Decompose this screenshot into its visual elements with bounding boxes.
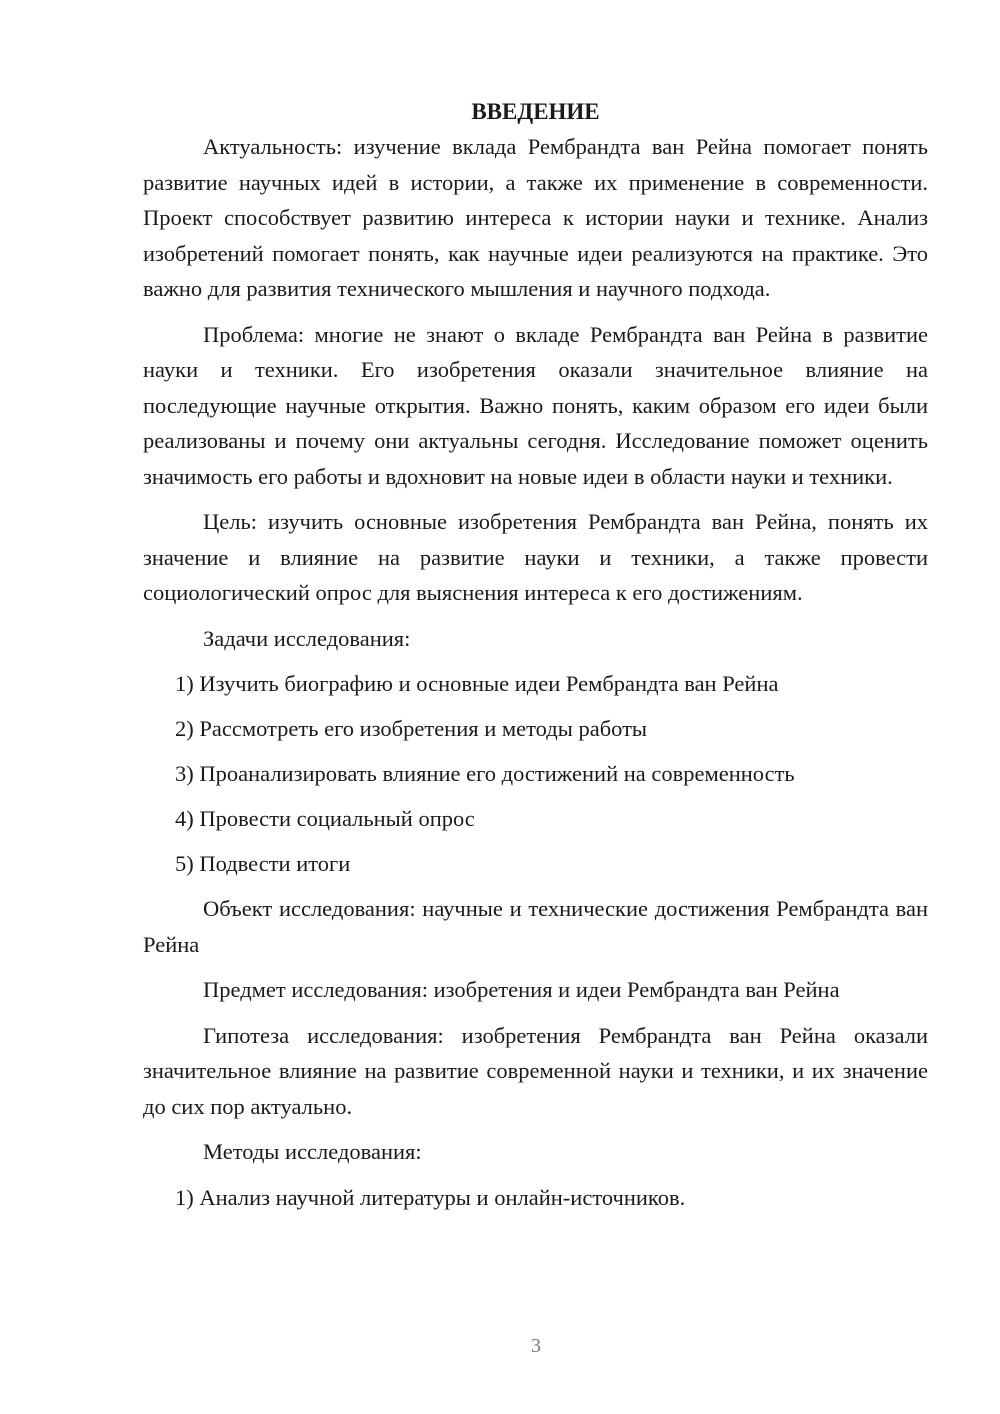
list-item: 4) Провести социальный опрос <box>175 806 475 831</box>
problem-paragraph: Проблема: многие не знают о вкладе Рембрандта ван Рейна в развитие науки и техники. Его изобретения оказали значительное влияние на последующие научные открытия. Важно понять, каким образом его идеи были реализованы и почему они актуальны сегодня. Исследование поможет оценить значимость его работы и вдохновит на новые идеи в области науки и техники. <box>143 321 928 489</box>
list-item: 5) Подвести итоги <box>175 851 351 876</box>
relevance-paragraph: Актуальность: изучение вклада Рембрандта ван Рейна помогает понять развитие научных идей в истории, а также их применение в современности. Проект способствует развитию интереса к истории науки и технике. Анализ изобретений помогает понять, как научные идеи реализуются на практике. Это важно для развития технического мышления и научного подхода. <box>143 134 928 301</box>
hypothesis-paragraph: Гипотеза исследования: изобретения Рембрандта ван Рейна оказали значительное влияние на развитие современной науки и техники, и их значение до сих пор актуально. <box>143 1022 928 1119</box>
goal-paragraph: Цель: изучить основные изобретения Рембрандта ван Рейна, понять их значение и влияние на развитие науки и техники, а также провести социологический опрос для выяснения интереса к его достижениям. <box>143 509 928 605</box>
list-item: 2) Рассмотреть его изобретения и методы работы <box>175 716 648 741</box>
object-paragraph: Объект исследования: научные и технические достижения Рембрандта ван Рейна <box>143 896 928 957</box>
list-item: 1) Изучить биографию и основные идеи Рембрандта ван Рейна <box>175 671 779 696</box>
methods-list <box>143 1180 928 1216</box>
methods-label: Методы исследования: <box>203 1139 422 1164</box>
page-heading: ВВЕДЕНИЕ <box>471 99 600 124</box>
tasks-label: Задачи исследования: <box>203 625 411 651</box>
page-content <box>143 94 928 1225</box>
list-item: 1) Анализ научной литературы и онлайн-источников. <box>175 1184 686 1210</box>
list-item: 3) Проанализировать влияние его достижений на современность <box>175 761 795 786</box>
page-number: 3 <box>531 1335 541 1357</box>
subject-paragraph: Предмет исследования: изобретения и идеи Рембрандта ван Рейна <box>203 977 840 1002</box>
tasks-list <box>143 666 928 882</box>
